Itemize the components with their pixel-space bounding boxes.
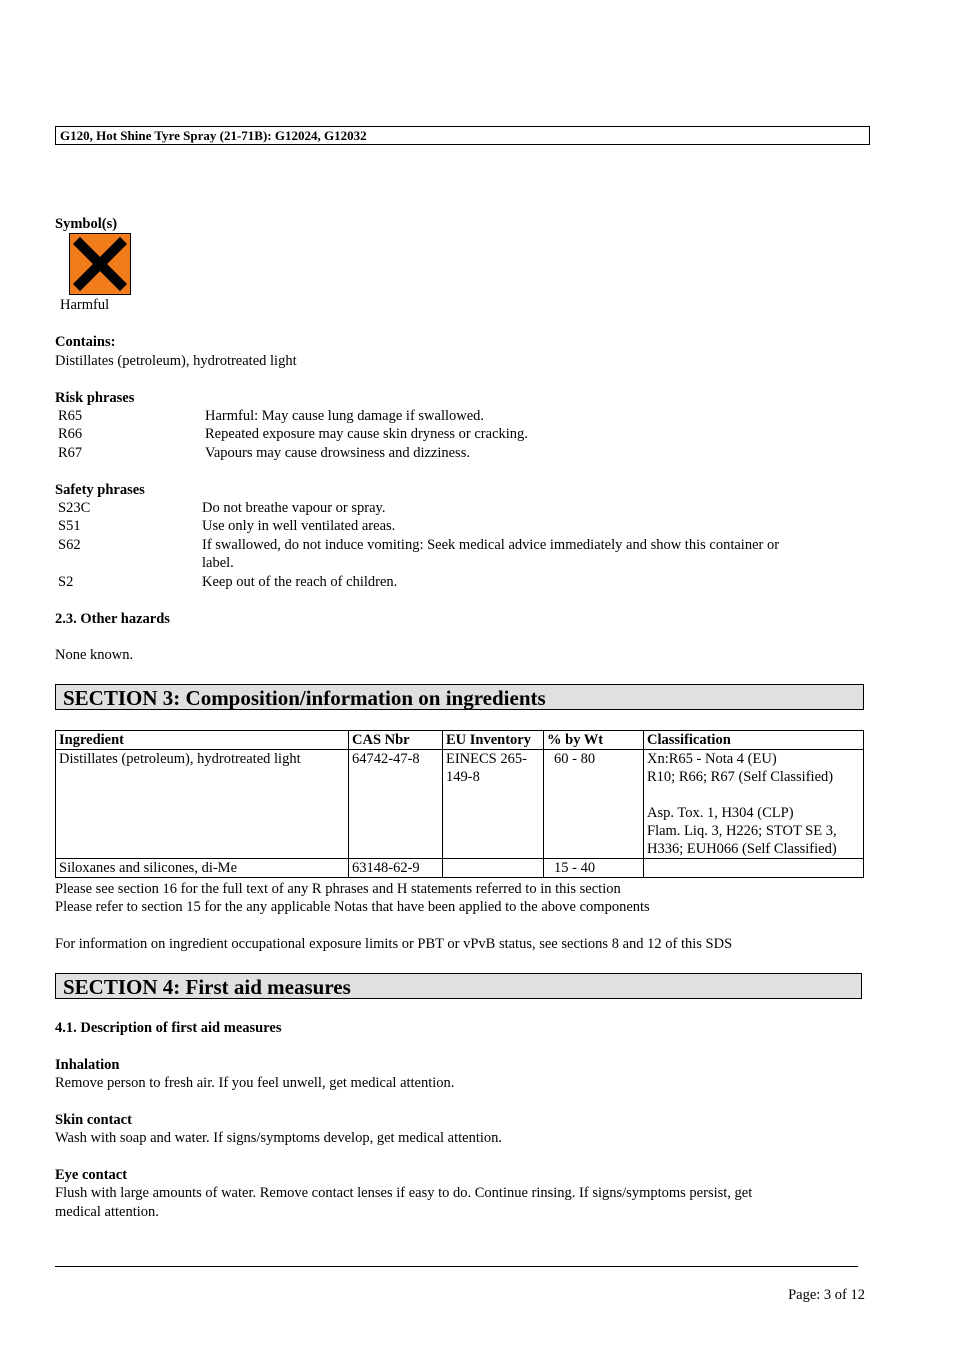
eu-inventory-cell [443,859,544,878]
eu-inventory-cell [443,750,544,859]
risk-text: Repeated exposure may cause skin dryness or cracking. [205,426,528,442]
contains-heading: Contains: [55,334,116,350]
risk-phrases-heading: Risk phrases [55,390,135,406]
safety-code: S51 [58,518,81,534]
contains-text: Distillates (petroleum), hydrotreated light [55,353,297,369]
safety-phrases-heading: Safety phrases [55,482,145,498]
eu-inventory-line: 149-8 [446,769,480,785]
composition-table [55,730,864,878]
symbols-heading: Symbol(s) [55,216,118,232]
other-hazards-text: None known. [55,647,134,663]
section3-note: Please see section 16 for the full text of any R phrases and H statements referred to in this section [55,881,621,897]
weight-cell: 60 - 80 [544,750,644,859]
table-row [56,859,864,878]
safety-text-continued: label. [202,555,234,571]
section3-title: SECTION 3: Composition/information on ingredients [55,684,864,710]
section4-title: SECTION 4: First aid measures [55,973,862,999]
eu-inventory-line: EINECS 265- [446,751,527,767]
risk-text: Vapours may cause drowsiness and dizziness. [205,445,470,461]
table-row [56,750,864,859]
ingredient-cell: Distillates (petroleum), hydrotreated light [56,750,349,859]
section3-note: Please refer to section 15 for the any applicable Notas that have been applied to the above components [55,899,650,915]
risk-code: R67 [58,445,83,461]
column-header: % by Wt [544,731,644,750]
footer-divider [55,1266,858,1267]
ingredient-cell: Siloxanes and silicones, di-Me [56,859,349,878]
column-header: Classification [644,731,864,750]
skin-contact-text: Wash with soap and water. If signs/symptoms develop, get medical attention. [55,1130,503,1146]
section4-subheading: 4.1. Description of first aid measures [55,1020,282,1036]
weight-cell: 15 - 40 [544,859,644,878]
safety-code: S62 [58,537,81,553]
classification-cell [644,750,864,859]
document-header: G120, Hot Shine Tyre Spray (21-71B): G12024, G12032 [55,126,870,145]
column-header: EU Inventory [443,731,544,750]
cas-cell: 64742-47-8 [349,750,443,859]
safety-text: Use only in well ventilated areas. [202,518,396,534]
safety-text: If swallowed, do not induce vomiting: Seek medical advice immediately and show this container or [202,537,780,553]
classification-line: Xn:R65 - Nota 4 (EU) [647,751,777,767]
classification-line: Flam. Liq. 3, H226; STOT SE 3, [647,823,837,839]
classification-cell [644,859,864,878]
safety-text: Keep out of the reach of children. [202,574,398,590]
harmful-x-icon [69,233,131,295]
classification-line: H336; EUH066 (Self Classified) [647,841,837,857]
section3-note: For information on ingredient occupational exposure limits or PBT or vPvB status, see sections 8 and 12 of this SDS [55,936,733,952]
risk-code: R65 [58,408,83,424]
column-header: CAS Nbr [349,731,443,750]
other-hazards-heading: 2.3. Other hazards [55,611,170,627]
eye-contact-heading: Eye contact [55,1167,128,1183]
classification-line [647,786,860,804]
skin-contact-heading: Skin contact [55,1112,132,1128]
symbol-caption: Harmful [60,297,110,313]
cas-cell: 63148-62-9 [349,859,443,878]
eye-contact-text: Flush with large amounts of water. Remove contact lenses if easy to do. Continue rinsing. If signs/symptoms persist, get [55,1185,753,1201]
risk-text: Harmful: May cause lung damage if swallowed. [205,408,485,424]
table-header-row [56,731,864,750]
safety-code: S23C [58,500,91,516]
page-number: Page: 3 of 12 [788,1287,865,1303]
inhalation-text: Remove person to fresh air. If you feel unwell, get medical attention. [55,1075,455,1091]
inhalation-heading: Inhalation [55,1057,120,1073]
eye-contact-text-continued: medical attention. [55,1204,159,1220]
safety-code: S2 [58,574,74,590]
classification-line: Asp. Tox. 1, H304 (CLP) [647,805,794,821]
risk-code: R66 [58,426,83,442]
column-header: Ingredient [56,731,349,750]
classification-line: R10; R66; R67 (Self Classified) [647,769,834,785]
safety-text: Do not breathe vapour or spray. [202,500,386,516]
